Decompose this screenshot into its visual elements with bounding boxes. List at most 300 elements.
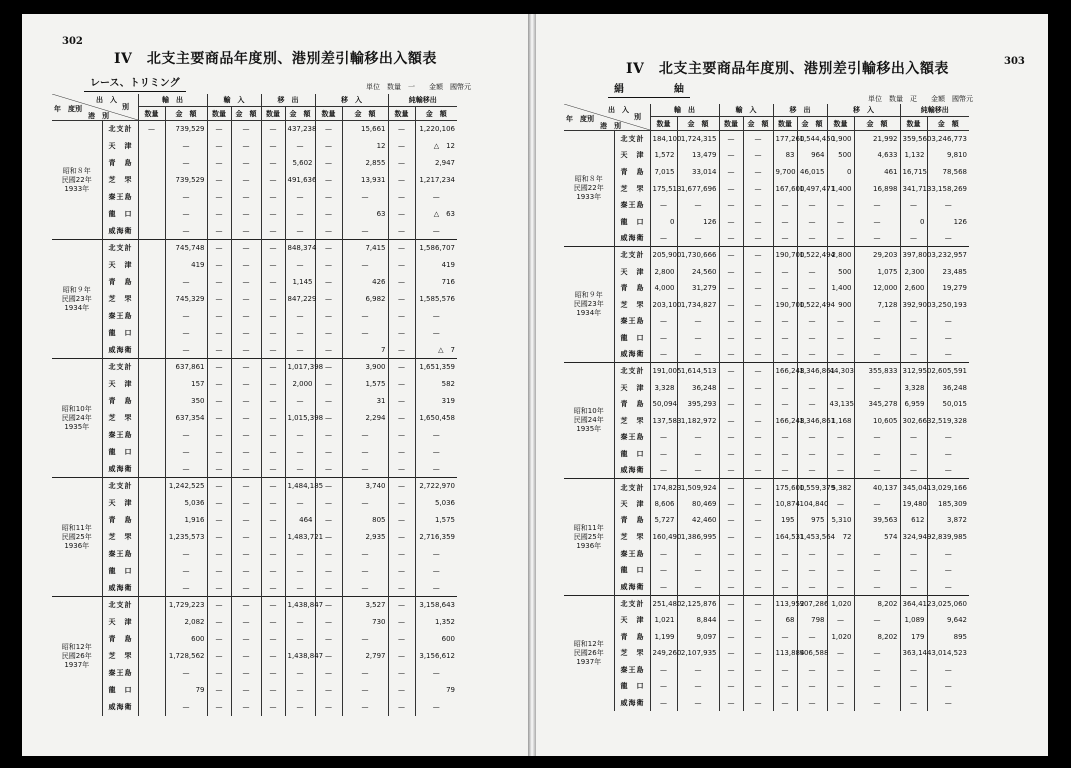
value-cell [138,478,165,495]
value-cell: 166,248 [773,413,797,430]
value-cell: — [207,291,231,308]
value-cell: 3,246,773 [927,131,969,148]
value-cell: 3,250,193 [927,296,969,313]
value-cell: — [315,138,342,155]
value-cell: 3,232,957 [927,247,969,264]
value-cell: 19,279 [927,280,969,297]
port-label: 威海衛 [614,579,650,596]
value-cell: — [719,363,743,380]
value-cell: — [342,308,388,325]
value-cell: — [231,393,261,410]
value-cell: — [773,379,797,396]
value-cell: — [315,393,342,410]
value-cell: — [261,580,285,597]
value-cell: — [797,263,827,280]
value-cell: — [315,529,342,546]
port-label: 芝 罘 [614,529,650,546]
value-cell: 78,568 [927,164,969,181]
value-cell: — [261,682,285,699]
value-cell: — [231,478,261,495]
value-cell: 491,636 [285,172,315,189]
value-cell: 5,602 [285,155,315,172]
value-cell: 5,036 [415,495,457,512]
table-row [52,291,533,308]
value-cell: — [854,662,900,679]
value-cell: — [285,614,315,631]
value-cell: 1,585,576 [415,291,457,308]
value-cell: — [207,359,231,376]
value-cell: — [285,393,315,410]
value-cell: 12,000 [854,280,900,297]
table-row [564,346,1045,363]
value-cell: — [773,213,797,230]
value-cell: — [388,682,415,699]
value-cell: 175,513 [650,180,677,197]
value-cell [138,648,165,665]
value-cell: — [719,313,743,330]
value-cell: — [773,628,797,645]
value-cell [138,223,165,240]
column-group-header: 輸 出 [138,94,207,107]
value-cell: 2,300 [900,263,927,280]
value-cell: — [261,121,285,138]
value-cell: — [827,645,854,662]
value-cell: — [743,346,773,363]
value-cell: — [827,197,854,214]
value-cell: — [415,699,457,716]
value-cell [138,563,165,580]
value-cell: — [315,478,342,495]
value-cell: 745,329 [165,291,207,308]
value-cell: — [388,648,415,665]
value-cell: — [315,427,342,444]
value-cell: 1,483,721 [285,529,315,546]
value-cell: — [207,512,231,529]
value-cell: 1,497,471 [797,180,827,197]
value-cell [138,410,165,427]
table-row [564,612,1045,629]
value-cell: 5,382 [827,479,854,496]
value-cell: — [743,529,773,546]
value-cell: 157 [165,376,207,393]
value-cell: — [743,379,773,396]
value-cell: — [165,427,207,444]
year-line: 昭和11年 [61,523,92,532]
value-cell: — [388,206,415,223]
value-cell: — [231,665,261,682]
value-cell: — [415,580,457,597]
value-cell: — [207,546,231,563]
value-cell: — [261,206,285,223]
value-cell: 249,260 [650,645,677,662]
value-cell: — [231,699,261,716]
quantity-header: 数量 [900,117,927,131]
port-label: 秦王島 [102,308,138,325]
corner-label-top: 出 入 [96,96,117,104]
value-cell: — [743,197,773,214]
value-cell: — [315,308,342,325]
value-cell: — [315,172,342,189]
value-cell: — [854,429,900,446]
table-row [52,478,533,495]
port-label: 芝 罘 [614,180,650,197]
value-cell: 63 [342,206,388,223]
value-cell: — [315,325,342,342]
value-cell [138,257,165,274]
value-cell: — [927,678,969,695]
value-cell: — [719,131,743,148]
value-cell: — [927,346,969,363]
table-row [52,597,533,614]
port-label: 龍 口 [102,444,138,461]
year-label [52,121,102,240]
value-cell [138,461,165,478]
value-cell: 426 [342,274,388,291]
value-cell: 3,158,269 [927,180,969,197]
value-cell: — [927,230,969,247]
value-cell: — [719,462,743,479]
value-cell: 364,412 [900,595,927,612]
value-cell: 3,527 [342,597,388,614]
amount-header: 金 額 [854,117,900,131]
port-label: 青 島 [102,393,138,410]
value-cell: — [773,446,797,463]
year-line: 民國23年 [61,294,92,303]
value-cell: — [773,462,797,479]
year-line: 昭和12年 [573,639,604,648]
value-cell: 2,797 [342,648,388,665]
value-cell: — [261,478,285,495]
value-cell: — [207,495,231,512]
corner-label-year: 年 度別 [566,115,594,123]
value-cell: 302,663 [900,413,927,430]
table-row [52,682,533,699]
value-cell: — [743,562,773,579]
table-row [564,131,1045,148]
value-cell: — [315,291,342,308]
value-cell: — [165,308,207,325]
value-cell: — [650,562,677,579]
table-row [52,393,533,410]
value-cell: — [165,274,207,291]
value-cell: — [719,247,743,264]
port-label: 龍 口 [614,562,650,579]
year-line: 民國26年 [573,648,604,657]
value-cell: — [315,359,342,376]
value-cell: — [261,240,285,257]
value-cell: — [231,495,261,512]
value-cell: — [388,699,415,716]
value-cell: 175,600 [773,479,797,496]
value-cell: 1,352 [415,614,457,631]
value-cell: 1,242,525 [165,478,207,495]
value-cell: — [231,512,261,529]
value-cell: — [743,230,773,247]
value-cell: — [677,562,719,579]
value-cell: 730 [342,614,388,631]
value-cell: — [165,342,207,359]
value-cell: — [773,197,797,214]
value-cell: — [927,462,969,479]
value-cell: 104,840 [797,496,827,513]
value-cell: 1,916 [165,512,207,529]
value-cell: 80,469 [677,496,719,513]
value-cell: 907,286 [797,595,827,612]
value-cell: — [231,189,261,206]
value-cell: 805 [342,512,388,529]
value-cell: — [207,427,231,444]
value-cell: 464 [285,512,315,529]
value-cell: — [231,682,261,699]
value-cell: 345,041 [900,479,927,496]
value-cell: — [743,413,773,430]
port-label: 天 津 [614,147,650,164]
value-cell: — [927,562,969,579]
value-cell: — [315,495,342,512]
value-cell: 6,959 [900,396,927,413]
value-cell: — [315,580,342,597]
value-cell: — [743,628,773,645]
value-cell: — [827,662,854,679]
value-cell: — [719,147,743,164]
year-line: 民國24年 [573,416,604,425]
column-group-header: 純輸移出 [388,94,457,107]
value-cell: — [900,197,927,214]
value-cell: 319 [415,393,457,410]
value-cell: — [677,678,719,695]
port-label: 天 津 [102,138,138,155]
value-cell: 50,015 [927,396,969,413]
value-cell: 39,563 [854,512,900,529]
value-cell: — [743,313,773,330]
value-cell: 1,484,185 [285,478,315,495]
value-cell: 44,303 [827,363,854,380]
table-row [564,379,1045,396]
value-cell: — [900,462,927,479]
value-cell: — [207,682,231,699]
value-cell: — [285,325,315,342]
value-cell: 975 [797,512,827,529]
value-cell: 1,400 [827,180,854,197]
value-cell: 1,017,398 [285,359,315,376]
value-cell: — [743,496,773,513]
value-cell: 2,294 [342,410,388,427]
port-label: 青 島 [614,628,650,645]
value-cell: 739,529 [165,121,207,138]
quantity-header: 数量 [827,117,854,131]
value-cell: 1,132 [900,147,927,164]
port-label: 北支計 [102,240,138,257]
year-label [564,247,614,363]
value-cell: — [677,429,719,446]
year-line: 1937年 [64,660,90,669]
value-cell: 10,605 [854,413,900,430]
value-cell: 2,605,591 [927,363,969,380]
value-cell: — [388,597,415,614]
year-line: 昭和９年 [574,291,603,300]
value-cell: — [827,678,854,695]
value-cell: 195 [773,512,797,529]
value-cell: — [207,699,231,716]
page-number: 302 [62,36,83,47]
value-cell: — [315,699,342,716]
value-cell: 5,727 [650,512,677,529]
table-row [564,446,1045,463]
value-cell: — [854,496,900,513]
value-cell: — [165,563,207,580]
value-cell: △ 63 [415,206,457,223]
year-label [564,479,614,595]
value-cell: — [231,359,261,376]
value-cell: — [388,614,415,631]
value-cell [138,665,165,682]
port-label: 威海衛 [102,223,138,240]
value-cell: — [285,699,315,716]
value-cell: — [743,645,773,662]
year-line: 民國22年 [573,184,604,193]
value-cell: 203,100 [650,296,677,313]
value-cell: 9,642 [927,612,969,629]
value-cell: — [315,155,342,172]
value-cell: 8,202 [854,595,900,612]
table-row [564,628,1045,645]
value-cell: 174,823 [650,479,677,496]
value-cell: 1,199 [650,628,677,645]
value-cell: 8,202 [854,628,900,645]
value-cell: — [231,308,261,325]
table-row [564,562,1045,579]
value-cell: — [900,695,927,712]
value-cell: — [165,189,207,206]
value-cell: 3,156,612 [415,648,457,665]
year-line: 昭和10年 [61,404,92,413]
table-row [564,579,1045,596]
value-cell [138,376,165,393]
port-label: 威海衛 [102,461,138,478]
port-label: 秦王島 [102,189,138,206]
value-cell: — [743,545,773,562]
value-cell: — [207,206,231,223]
value-cell: 3,740 [342,478,388,495]
value-cell: 1,438,847 [285,648,315,665]
table-row [52,138,533,155]
value-cell: — [342,461,388,478]
value-cell: — [719,296,743,313]
value-cell: — [231,580,261,597]
value-cell: — [207,478,231,495]
value-cell: — [827,330,854,347]
value-cell: — [388,512,415,529]
trade-table [52,94,534,716]
value-cell: — [797,379,827,396]
value-cell: 1,182,972 [677,413,719,430]
value-cell: — [854,462,900,479]
value-cell: — [415,325,457,342]
value-cell: 2,722,970 [415,478,457,495]
value-cell: 5,310 [827,512,854,529]
value-cell [138,495,165,512]
value-cell: — [165,155,207,172]
port-label: 芝 罘 [614,413,650,430]
value-cell: 350 [165,393,207,410]
value-cell: 36,248 [927,379,969,396]
value-cell: — [773,280,797,297]
value-cell: — [315,240,342,257]
table-row [52,546,533,563]
port-label: 北支計 [614,363,650,380]
value-cell: — [677,230,719,247]
value-cell: — [900,230,927,247]
value-cell: — [719,230,743,247]
value-cell: 2,107,935 [677,645,719,662]
value-cell: 847,229 [285,291,315,308]
value-cell: 50,094 [650,396,677,413]
value-cell: — [797,213,827,230]
value-cell: — [165,665,207,682]
value-cell: — [719,213,743,230]
value-cell: — [827,429,854,446]
table-row [52,461,533,478]
value-cell: 68 [773,612,797,629]
port-label: 青 島 [614,396,650,413]
value-cell: 1,522,494 [797,247,827,264]
value-cell: — [719,197,743,214]
value-cell: — [650,678,677,695]
value-cell: — [165,444,207,461]
value-cell: — [285,427,315,444]
year-line: 民國23年 [573,300,604,309]
value-cell: 1,075 [854,263,900,280]
amount-header: 金 額 [677,117,719,131]
value-cell: — [231,240,261,257]
value-cell [138,325,165,342]
port-label: 芝 罘 [102,410,138,427]
value-cell: — [315,274,342,291]
table-row [52,121,533,138]
corner-label-port: 港 別 [600,122,621,130]
value-cell: 345,278 [854,396,900,413]
value-cell: — [388,257,415,274]
value-cell: — [900,562,927,579]
value-cell: — [854,330,900,347]
value-cell: 1,900 [827,131,854,148]
page-number: 303 [1004,56,1025,67]
value-cell: — [900,446,927,463]
port-label: 北支計 [102,478,138,495]
value-cell: — [719,379,743,396]
value-cell: 1,575 [415,512,457,529]
corner-label-mid: 別 [634,113,641,121]
year-line: 1933年 [64,184,90,193]
table-row [564,545,1045,562]
value-cell: 8,844 [677,612,719,629]
corner-label-top: 出 入 [608,106,629,114]
value-cell: — [415,665,457,682]
value-cell: 900 [827,296,854,313]
value-cell: — [743,263,773,280]
table-row [52,274,533,291]
right-page [536,14,1048,756]
value-cell: 312,950 [900,363,927,380]
value-cell: — [743,595,773,612]
value-cell: — [231,614,261,631]
value-cell: 205,900 [650,247,677,264]
value-cell: 137,583 [650,413,677,430]
table-row [52,512,533,529]
value-cell: — [677,695,719,712]
value-cell: — [315,461,342,478]
value-cell: 36,248 [677,379,719,396]
